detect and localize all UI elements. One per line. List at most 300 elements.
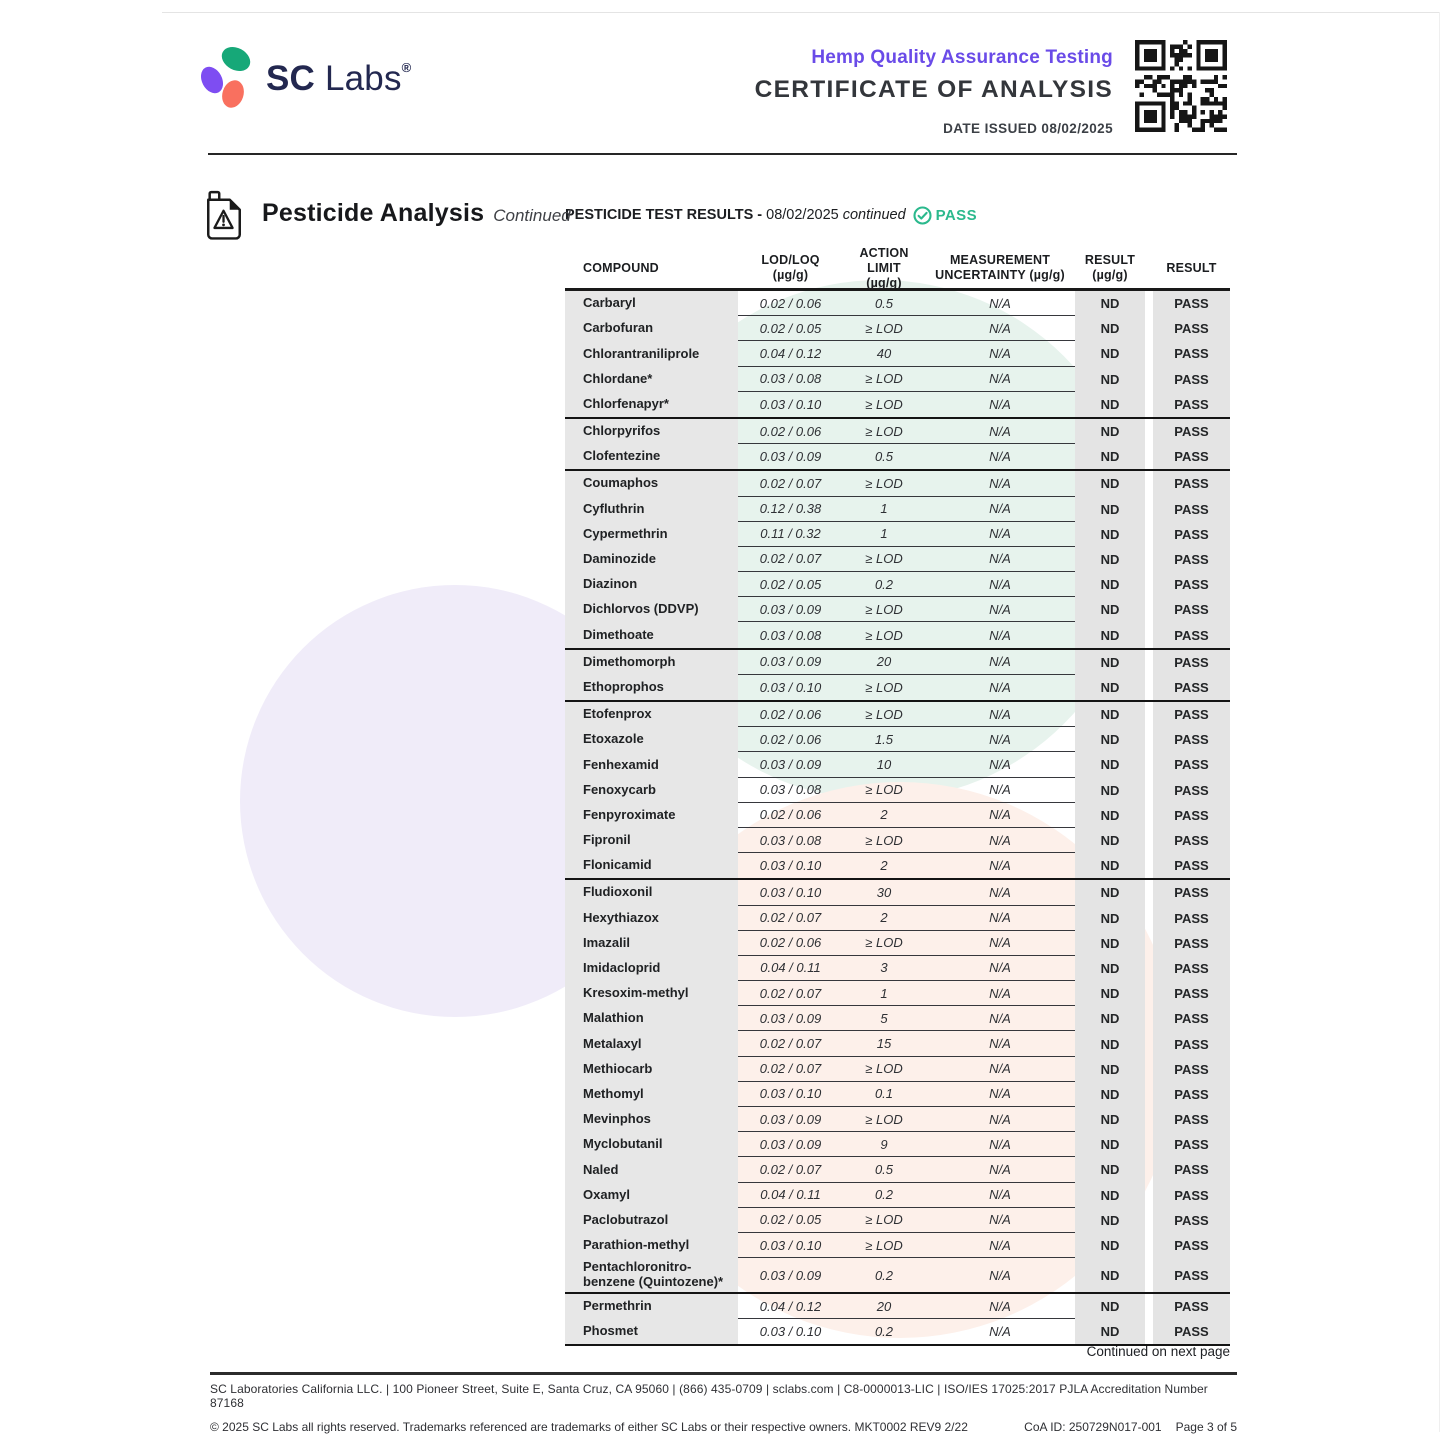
uncertainty-cell: N/A [925,1294,1075,1319]
result-value-cell: ND [1075,906,1145,931]
document-title: CERTIFICATE OF ANALYSIS [754,76,1113,103]
result-status-cell: PASS [1153,471,1230,496]
table-row [565,471,1230,496]
column-gap [1145,419,1153,444]
lod-loq-cell: 0.03 / 0.08 [759,627,822,643]
column-header-compound: COMPOUND [583,260,659,275]
pesticide-results-area [565,203,1230,1346]
column-gap [1145,650,1153,675]
result-value-cell: ND [1075,444,1145,469]
result-value-cell: ND [1075,291,1145,316]
table-row [565,1319,1230,1346]
lod-loq-cell: 0.03 / 0.09 [759,449,822,465]
result-value-cell: ND [1075,622,1145,647]
column-gap [1145,392,1153,417]
header-divider [208,153,1237,155]
compound-cell: Coumaphos [565,471,738,496]
compound-cell: Dimethoate [565,622,738,647]
result-value-cell: ND [1075,522,1145,547]
compound-cell: Malathion [565,1006,738,1031]
result-value-cell: ND [1075,1006,1145,1031]
table-row [565,702,1230,727]
column-gap [1145,853,1153,878]
results-date: 08/02/2025 [766,207,839,223]
uncertainty-cell: N/A [925,1107,1075,1132]
lod-loq-cell: 0.11 / 0.32 [738,522,843,547]
result-status-cell: PASS [1153,828,1230,853]
result-status-cell: PASS [1153,291,1230,316]
lod-loq-cell: 0.02 / 0.07 [738,547,843,572]
result-value-cell: ND [1075,1319,1145,1344]
result-status-cell: PASS [1153,650,1230,675]
result-status-cell: PASS [1153,1082,1230,1107]
column-gap [1145,1258,1153,1292]
column-gap [1145,880,1153,905]
action-limit-cell: ≥ LOD [865,396,903,412]
uncertainty-cell: N/A [925,702,1075,727]
column-header-result-value: RESULT (µg/g) [1084,253,1136,283]
lod-loq-cell: 0.02 / 0.05 [738,316,843,341]
lod-loq-cell: 0.02 / 0.06 [738,931,843,956]
uncertainty-cell: N/A [925,547,1075,572]
compound-cell: Carbofuran [565,316,738,341]
column-gap [1145,752,1153,777]
uncertainty-cell: N/A [925,341,1075,366]
section-title: Pesticide Analysis [262,199,485,227]
column-gap [1145,1082,1153,1107]
compound-cell: Ethoprophos [565,675,738,700]
lod-loq-cell: 0.03 / 0.10 [738,880,843,905]
action-limit-cell: 1 [843,981,925,1006]
uncertainty-cell: N/A [925,1132,1075,1157]
table-row [565,1082,1230,1107]
compound-cell: Hexythiazox [565,906,738,931]
result-status-cell: PASS [1153,752,1230,777]
result-status-cell: PASS [1153,1057,1230,1082]
result-value-cell: ND [1075,702,1145,727]
result-value-cell: ND [1075,1294,1145,1319]
table-body [565,291,1230,1346]
lod-loq-cell: 0.03 / 0.09 [738,1107,843,1132]
result-value-cell: ND [1075,956,1145,981]
column-gap [1145,906,1153,931]
table-row [565,291,1230,316]
table-row [565,1294,1230,1319]
column-gap [1145,981,1153,1006]
results-header-line [565,203,1230,227]
result-value-cell: ND [1075,803,1145,828]
column-gap [1145,1031,1153,1056]
table-row [565,1157,1230,1182]
result-value-cell: ND [1075,1157,1145,1182]
lod-loq-cell: 0.03 / 0.09 [738,1132,843,1157]
result-value-cell: ND [1075,497,1145,522]
column-header-result-status: RESULT [1166,260,1217,275]
result-value-cell: ND [1075,675,1145,700]
table-row [565,1006,1230,1031]
uncertainty-cell: N/A [925,1057,1075,1082]
action-limit-cell: 20 [843,650,925,675]
table-row [565,1183,1230,1208]
result-status-cell: PASS [1153,1258,1230,1292]
compound-cell: Fludioxonil [565,880,738,905]
column-gap [1145,1107,1153,1132]
compound-cell: Clofentezine [565,444,738,469]
date-issued: DATE ISSUED 08/02/2025 [943,121,1113,136]
result-status-cell: PASS [1153,419,1230,444]
table-row [565,650,1230,675]
column-header-action-limit: ACTION LIMIT (µg/g) [859,246,909,290]
table-row [565,367,1230,392]
result-status-cell: PASS [1153,1319,1230,1344]
action-limit-cell: ≥ LOD [843,597,925,622]
continued-note: Continued on next page [1086,1344,1230,1359]
action-limit-cell: 40 [843,341,925,366]
uncertainty-cell: N/A [925,956,1075,981]
lod-loq-cell: 0.02 / 0.07 [738,1031,843,1056]
lod-loq-cell: 0.03 / 0.08 [738,828,843,853]
table-row [565,906,1230,931]
page-edge [1439,12,1440,1432]
uncertainty-cell: N/A [925,1233,1075,1258]
column-gap [1145,803,1153,828]
result-value-cell: ND [1075,1082,1145,1107]
column-gap [1145,291,1153,316]
result-status-cell: PASS [1153,906,1230,931]
column-gap [1145,956,1153,981]
result-status-cell: PASS [1153,702,1230,727]
column-gap [1145,778,1153,803]
column-gap [1145,1006,1153,1031]
lod-loq-cell: 0.04 / 0.11 [738,956,843,981]
compound-cell: Flonicamid [565,853,738,878]
table-row [565,392,1230,419]
compound-cell: Fipronil [565,828,738,853]
result-value-cell: ND [1075,752,1145,777]
table-row [565,1057,1230,1082]
footer-lab-info: SC Laboratories California LLC. | 100 Pioneer Street, Suite E, Santa Cruz, CA 95060 | (866) 435-0709 | sclabs.com | C8-0000013-LIC | ISO/IES 17025:2017 PJLA Accreditation Number 87168 [210,1382,1208,1410]
result-value-cell: ND [1075,1208,1145,1233]
result-value-cell: ND [1075,367,1145,392]
compound-cell: Chlorantraniliprole [565,341,738,366]
result-status-cell: PASS [1153,727,1230,752]
uncertainty-cell: N/A [925,1183,1075,1208]
compound-cell: Methomyl [565,1082,738,1107]
compound-cell: Dimethomorph [565,650,738,675]
lod-loq-cell: 0.02 / 0.05 [738,572,843,597]
table-row [565,1031,1230,1056]
column-gap [1145,522,1153,547]
column-gap [1145,1208,1153,1233]
table-row [565,1233,1230,1258]
uncertainty-cell: N/A [989,1267,1011,1283]
compound-cell: Myclobutanil [565,1132,738,1157]
table-row [565,1107,1230,1132]
action-limit-cell: 0.2 [874,1324,894,1340]
lod-loq-cell: 0.02 / 0.06 [738,727,843,752]
action-limit-cell: ≥ LOD [843,419,925,444]
action-limit-cell: 1 [843,497,925,522]
uncertainty-cell: N/A [989,627,1011,643]
column-gap [1145,1319,1153,1344]
compound-cell: Daminozide [565,547,738,572]
uncertainty-cell: N/A [925,1031,1075,1056]
lod-loq-cell: 0.03 / 0.09 [759,1267,822,1283]
lod-loq-cell: 0.03 / 0.10 [738,1233,843,1258]
action-limit-cell: 0.1 [843,1082,925,1107]
registered-mark-icon: ® [401,59,412,75]
action-limit-cell: ≥ LOD [843,1057,925,1082]
action-limit-cell: ≥ LOD [843,1107,925,1132]
result-value-cell: ND [1075,1031,1145,1056]
qr-code-icon [1135,40,1227,132]
action-limit-cell: ≥ LOD [843,316,925,341]
action-limit-cell: ≥ LOD [843,828,925,853]
lod-loq-cell: 0.03 / 0.08 [738,367,843,392]
table-row [565,956,1230,981]
lod-loq-cell: 0.03 / 0.10 [759,396,822,412]
brand-bold: SC [266,58,316,98]
result-value-cell: ND [1075,1132,1145,1157]
lod-loq-cell: 0.12 / 0.38 [738,497,843,522]
result-status-cell: PASS [1153,367,1230,392]
result-value-cell: ND [1075,1057,1145,1082]
uncertainty-cell: N/A [925,1157,1075,1182]
result-status-cell: PASS [1153,675,1230,700]
column-gap [1145,1132,1153,1157]
table-row [565,828,1230,853]
action-limit-cell: ≥ LOD [843,1208,925,1233]
uncertainty-cell: N/A [925,497,1075,522]
page-number: Page 3 of 5 [1175,1420,1237,1434]
compound-cell: Cyfluthrin [565,497,738,522]
action-limit-cell: 10 [843,752,925,777]
compound-cell: Methiocarb [565,1057,738,1082]
table-row [565,981,1230,1006]
compound-cell: Oxamyl [565,1183,738,1208]
lod-loq-cell: 0.04 / 0.11 [738,1183,843,1208]
lod-loq-cell: 0.02 / 0.06 [738,803,843,828]
section-subtitle: Continued [493,206,571,225]
column-gap [1145,1057,1153,1082]
uncertainty-cell: N/A [925,650,1075,675]
uncertainty-cell: N/A [925,597,1075,622]
result-status-cell: PASS [1153,1294,1230,1319]
action-limit-cell: 5 [843,1006,925,1031]
lod-loq-cell: 0.02 / 0.06 [738,419,843,444]
compound-cell: Fenhexamid [565,752,738,777]
pesticide-jug-warning-icon [203,190,245,247]
footer-copyright: © 2025 SC Labs all rights reserved. Trademarks referenced are trademarks of either SC Labs or their respective owners. MKT0002 REV9 2/22 [210,1420,968,1434]
header-titles [755,47,1113,136]
compound-cell: Naled [565,1157,738,1182]
table-row [565,1132,1230,1157]
compound-cell: Parathion-methyl [565,1233,738,1258]
compound-cell: Fenoxycarb [565,778,738,803]
compound-cell: Etoxazole [565,727,738,752]
brand-regular: Labs [324,58,402,98]
compound-cell: Metalaxyl [565,1031,738,1056]
compound-cell: Fenpyroximate [565,803,738,828]
compound-cell: Imazalil [565,931,738,956]
footer-ids [1024,1420,1237,1434]
footer [210,1382,1237,1434]
result-status-cell: PASS [1153,341,1230,366]
action-limit-cell: 2 [843,906,925,931]
column-gap [1145,931,1153,956]
result-value-cell: ND [1075,316,1145,341]
result-value-cell: ND [1075,1183,1145,1208]
action-limit-cell: ≥ LOD [843,702,925,727]
compound-cell: Carbaryl [565,291,738,316]
uncertainty-cell: N/A [925,880,1075,905]
result-status-cell: PASS [1153,981,1230,1006]
action-limit-cell: 15 [843,1031,925,1056]
compound-cell: Phosmet [565,1319,738,1344]
result-status-cell: PASS [1153,1157,1230,1182]
lod-loq-cell: 0.03 / 0.09 [738,650,843,675]
lod-loq-cell: 0.04 / 0.12 [738,1294,843,1319]
action-limit-cell: ≥ LOD [843,931,925,956]
result-value-cell: ND [1075,981,1145,1006]
result-value-cell: ND [1075,1233,1145,1258]
action-limit-cell: ≥ LOD [865,679,903,695]
table-row [565,752,1230,777]
column-gap [1145,316,1153,341]
uncertainty-cell: N/A [925,471,1075,496]
action-limit-cell: 30 [843,880,925,905]
result-status-cell: PASS [1153,572,1230,597]
uncertainty-cell: N/A [925,572,1075,597]
result-value-cell: ND [1075,419,1145,444]
table-row [565,341,1230,366]
table-row [565,880,1230,905]
table-row [565,803,1230,828]
lod-loq-cell: 0.02 / 0.07 [738,1157,843,1182]
result-value-cell: ND [1075,853,1145,878]
sclabs-logo-icon [200,44,254,113]
compound-cell: Dichlorvos (DDVP) [565,597,738,622]
result-status-cell: PASS [1153,1233,1230,1258]
uncertainty-cell: N/A [925,419,1075,444]
results-status: PASS [935,206,977,224]
compound-cell: Imidacloprid [565,956,738,981]
result-value-cell: ND [1075,828,1145,853]
result-status-cell: PASS [1153,597,1230,622]
action-limit-cell: ≥ LOD [843,778,925,803]
lod-loq-cell: 0.03 / 0.09 [738,597,843,622]
results-continued: continued [838,207,906,223]
column-gap [1145,1157,1153,1182]
section-title-block [262,199,571,228]
column-gap [1145,622,1153,647]
uncertainty-cell: N/A [989,396,1011,412]
column-gap [1145,497,1153,522]
result-value-cell: ND [1075,931,1145,956]
result-value-cell: ND [1075,392,1145,417]
uncertainty-cell: N/A [925,1208,1075,1233]
column-header-uncertainty: MEASUREMENT UNCERTAINTY (µg/g) [935,253,1065,283]
table-row [565,931,1230,956]
table-row [565,727,1230,752]
action-limit-cell: 2 [843,803,925,828]
table-row [565,522,1230,547]
action-limit-cell: 0.2 [843,1183,925,1208]
lod-loq-cell: 0.04 / 0.12 [738,341,843,366]
page-edge [162,12,1440,13]
uncertainty-cell: N/A [925,752,1075,777]
compound-cell: Kresoxim-methyl [565,981,738,1006]
column-gap [1145,597,1153,622]
uncertainty-cell: N/A [925,981,1075,1006]
uncertainty-cell: N/A [989,679,1011,695]
result-status-cell: PASS [1153,622,1230,647]
table-row [565,853,1230,880]
table-row [565,316,1230,341]
compound-cell: Chlorpyrifos [565,419,738,444]
result-status-cell: PASS [1153,1006,1230,1031]
result-value-cell: ND [1075,727,1145,752]
uncertainty-cell: N/A [989,1324,1011,1340]
result-value-cell: ND [1075,471,1145,496]
result-status-cell: PASS [1153,778,1230,803]
result-value-cell: ND [1075,1258,1145,1292]
compound-cell: Chlordane* [565,367,738,392]
result-value-cell: ND [1075,778,1145,803]
uncertainty-cell: N/A [925,316,1075,341]
column-header-lod-loq: LOD/LOQ (µg/g) [761,253,820,283]
lod-loq-cell: 0.02 / 0.06 [738,702,843,727]
results-label: PESTICIDE TEST RESULTS - [565,207,767,223]
action-limit-cell: 20 [843,1294,925,1319]
column-gap [1145,572,1153,597]
table-row [565,1208,1230,1233]
result-status-cell: PASS [1153,1107,1230,1132]
brand-wordmark [266,59,411,99]
lod-loq-cell: 0.02 / 0.07 [738,981,843,1006]
compound-cell: Pentachloronitro-benzene (Quintozene)* [565,1258,738,1292]
column-gap [1145,1183,1153,1208]
lod-loq-cell: 0.02 / 0.06 [738,291,843,316]
uncertainty-cell: N/A [925,931,1075,956]
result-status-cell: PASS [1153,853,1230,878]
action-limit-cell: 1 [843,522,925,547]
result-value-cell: ND [1075,1107,1145,1132]
result-status-cell: PASS [1153,880,1230,905]
result-value-cell: ND [1075,572,1145,597]
uncertainty-cell: N/A [925,727,1075,752]
uncertainty-cell: N/A [989,449,1011,465]
uncertainty-cell: N/A [925,367,1075,392]
compound-cell: Chlorfenapyr* [565,392,738,417]
result-status-cell: PASS [1153,392,1230,417]
table-row [565,622,1230,649]
column-gap [1145,547,1153,572]
result-status-cell: PASS [1153,444,1230,469]
footer-legal-line [210,1420,1237,1434]
uncertainty-cell: N/A [925,828,1075,853]
action-limit-cell: 9 [843,1132,925,1157]
result-status-cell: PASS [1153,547,1230,572]
uncertainty-cell: N/A [925,291,1075,316]
action-limit-cell: ≥ LOD [843,1233,925,1258]
column-gap [1145,727,1153,752]
lod-loq-cell: 0.03 / 0.09 [738,1006,843,1031]
table-row [565,572,1230,597]
action-limit-cell: 3 [843,956,925,981]
uncertainty-cell: N/A [925,1006,1075,1031]
action-limit-cell: 0.2 [843,572,925,597]
